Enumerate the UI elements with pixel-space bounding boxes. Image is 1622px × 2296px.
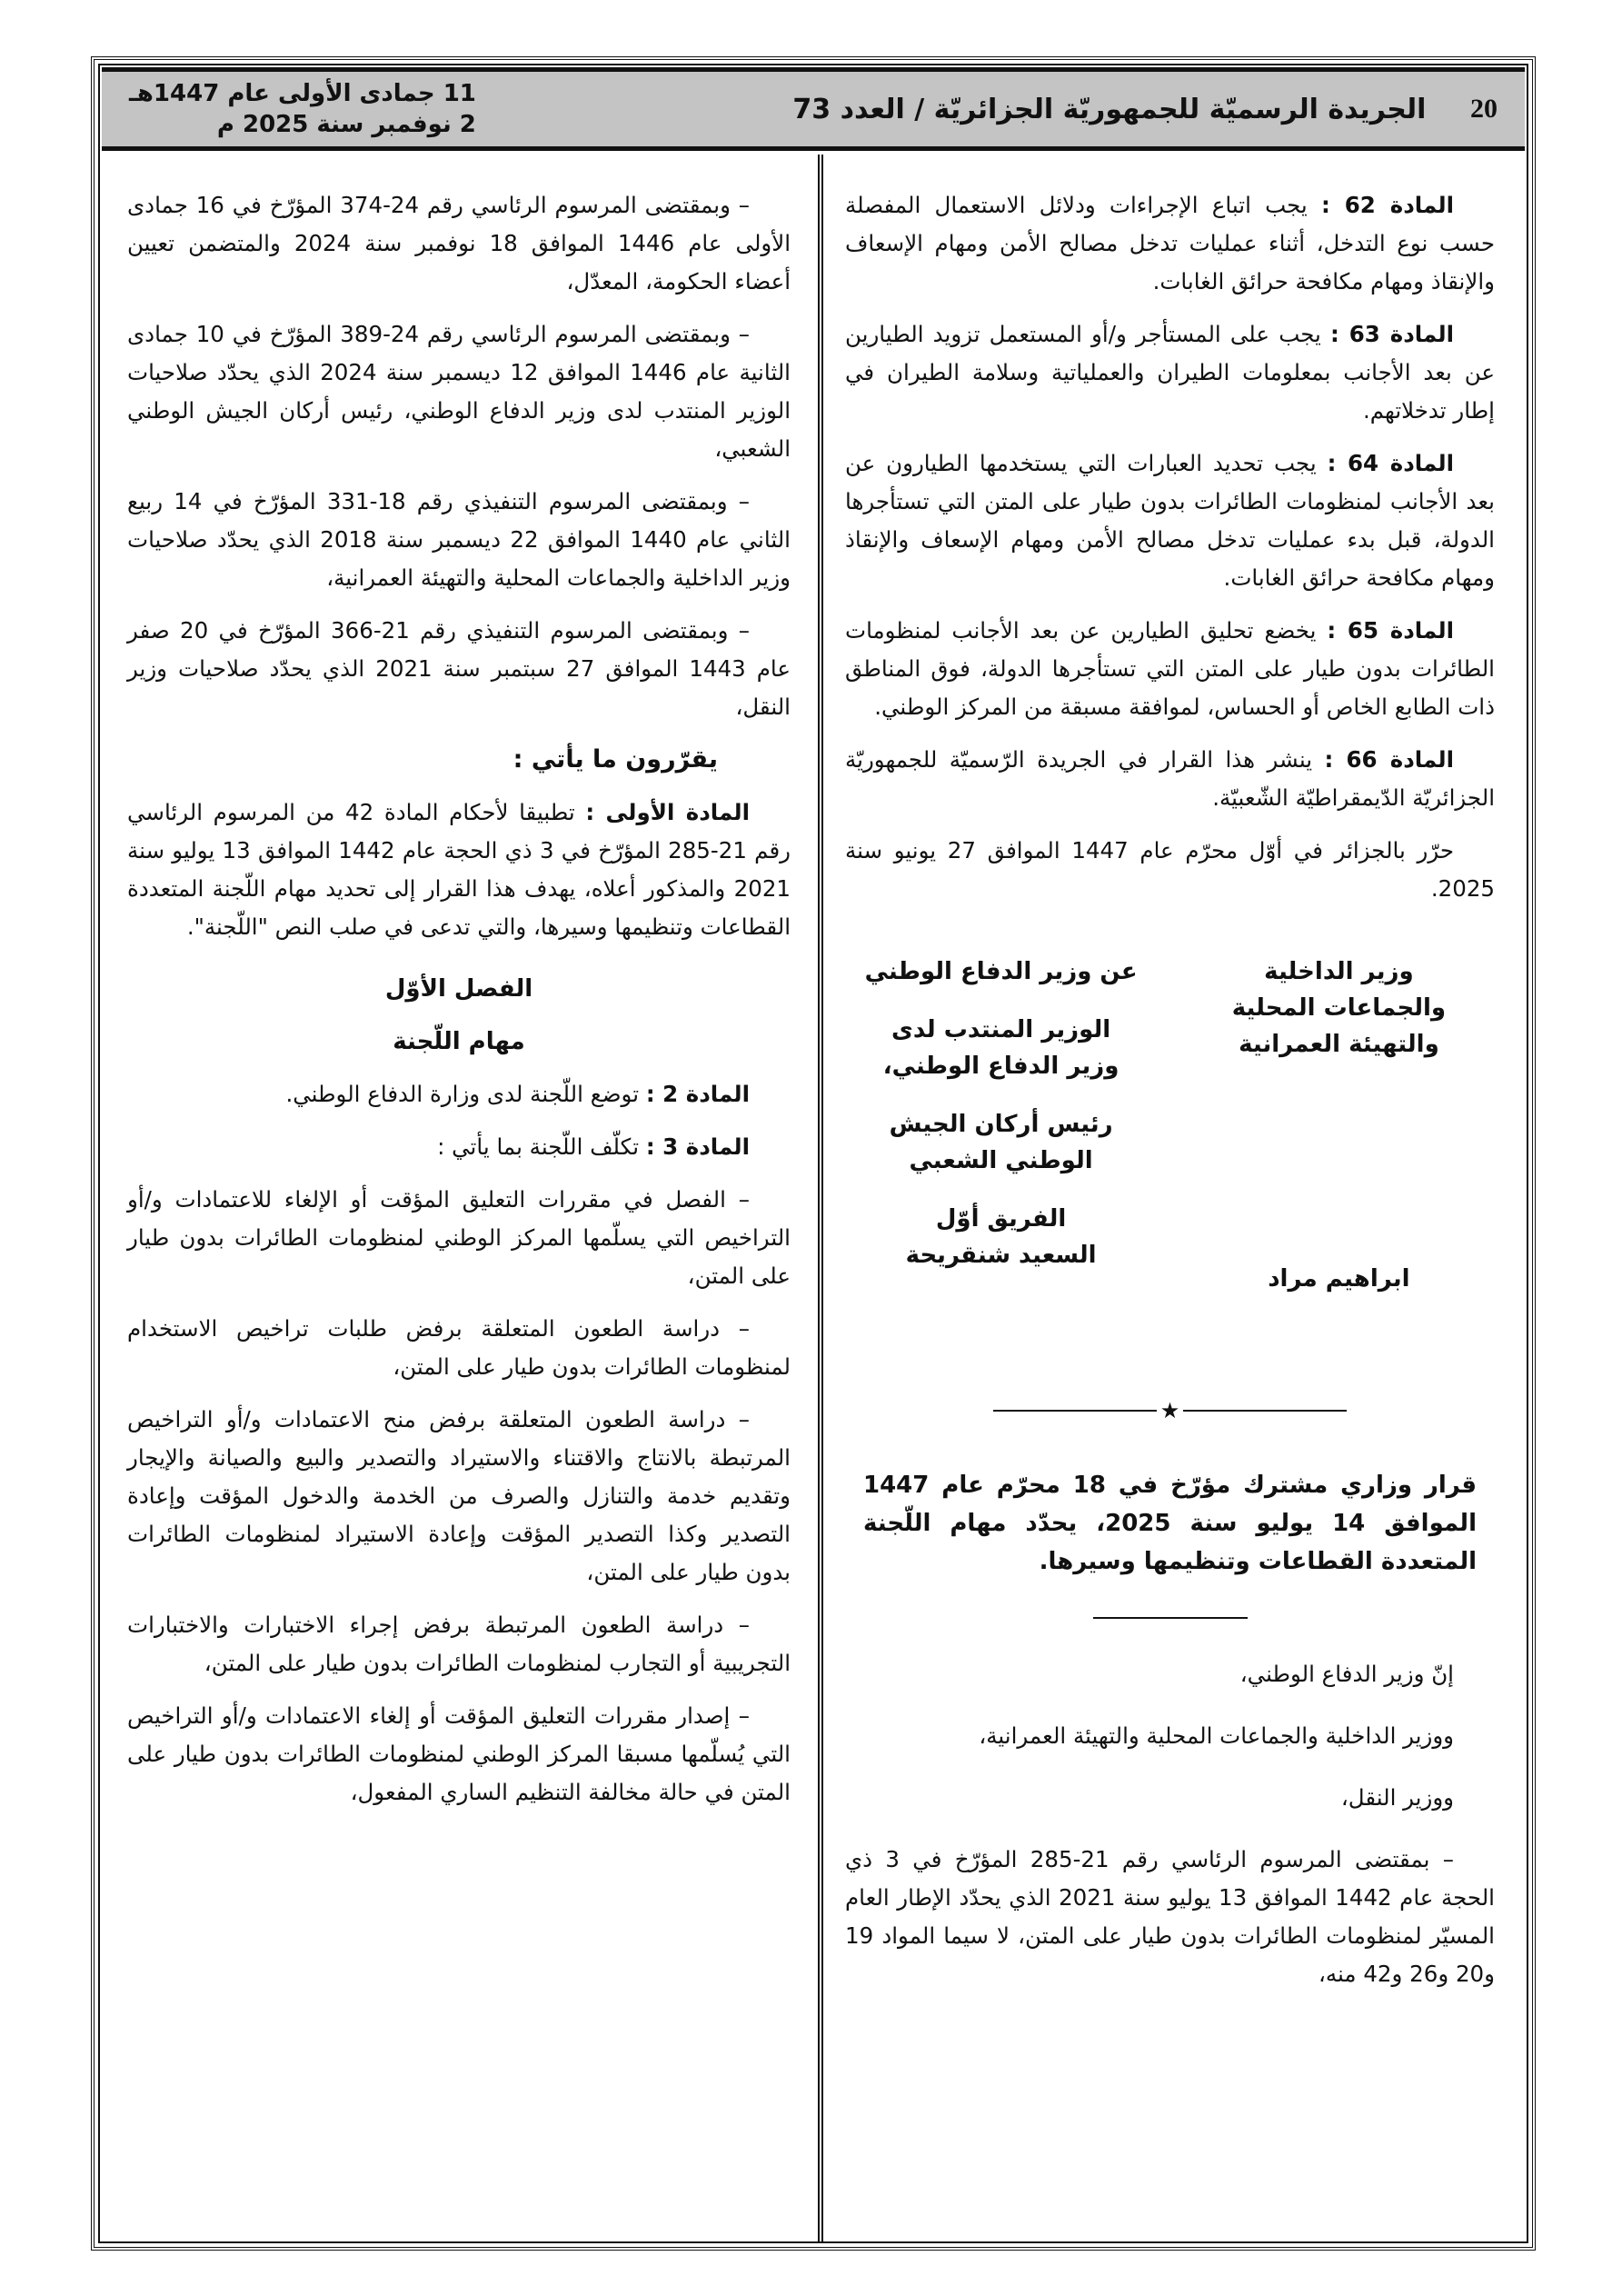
article-62	[845, 186, 1495, 301]
decree-title: قرار وزاري مشترك مؤرّخ في 18 محرّم عام 1447 الموافق 14 يوليو سنة 2025، يحدّد مهام اللّجنة المتعددة القطاعات وتنظيمها وسيرها.	[863, 1472, 1477, 1575]
issue-date	[129, 78, 476, 140]
article-label: المادة 2 :	[645, 1081, 750, 1107]
signatory-name: ابراهيم مراد	[1268, 1265, 1410, 1293]
article-1	[127, 794, 791, 946]
signature-defense	[845, 953, 1157, 1319]
column-divider	[818, 155, 823, 2241]
intro-line: إنّ وزير الدفاع الوطني،	[1239, 1661, 1454, 1687]
signatures	[845, 953, 1495, 1319]
page-number: 20	[1470, 94, 1498, 124]
journal-title: الجريدة الرسميّة للجمهوريّة الجزائريّة / العدد 73	[792, 93, 1427, 125]
article-65	[845, 612, 1495, 726]
signature-interior-minister	[1183, 953, 1495, 1319]
article-label: المادة 62 :	[1320, 192, 1454, 218]
consideration: – وبمقتضى المرسوم التنفيذي رقم 18-331 المؤرّخ في 14 ربيع الثاني عام 1440 الموافق 22 ديسمبر سنة 2018 الذي يحدّد صلاحيات وزير الداخلية والجماعات المحلية والتهيئة العمرانية،	[127, 488, 791, 591]
date-gregorian: 2 نوفمبر سنة 2025 م	[216, 111, 476, 138]
article-text: يخضع تحليق الطيارين عن بعد الأجانب لمنظومات الطائرات بدون طيار على المتن التي تستأجرها الدولة، فوق المناطق ذات الطابع الخاص أو الحساس، لموافقة مسبقة من المركز الوطني.	[845, 617, 1495, 720]
article-label: المادة 66 :	[1324, 746, 1454, 773]
consideration: – وبمقتضى المرسوم التنفيذي رقم 21-366 المؤرّخ في 20 صفر عام 1443 الموافق 27 سبتمبر سنة 2021 الذي يحدّد صلاحيات وزير النقل،	[127, 617, 791, 720]
chapter-heading: الفصل الأوّل	[384, 975, 533, 1003]
consideration: – وبمقتضى المرسوم الرئاسي رقم 24-389 المؤرّخ في 10 جمادى الثانية عام 1446 الموافق 12 ديسمبر سنة 2024 الذي يحدّد صلاحيات الوزير المنتدب لدى وزير الدفاع الوطني، رئيس أركان الجيش الوطني الشعبي،	[127, 321, 791, 462]
task-item: – دراسة الطعون المتعلقة برفض طلبات تراخيص الاستخدام لمنظومات الطائرات بدون طيار على المتن،	[127, 1315, 791, 1380]
consideration: – وبمقتضى المرسوم الرئاسي رقم 24-374 المؤرّخ في 16 جمادى الأولى عام 1446 الموافق 18 نوفمبر سنة 2024 والمتضمن تعيين أعضاء الحكومة، المعدّل،	[127, 192, 791, 294]
article-label: المادة 63 :	[1330, 321, 1454, 347]
signatory-title: وزير الداخلية والجماعات المحلية والتهيئة العمرانية	[1231, 958, 1447, 1058]
task-item: – الفصل في مقررات التعليق المؤقت أو الإلغاء للاعتمادات و/أو التراخيص التي يسلّمها المركز الوطني لمنظومات الطائرات بدون طيار على المتن،	[127, 1186, 791, 1289]
article-64	[845, 444, 1495, 597]
article-63	[845, 315, 1495, 430]
article-text: تكلّف اللّجنة بما يأتي :	[437, 1133, 646, 1160]
article-label: المادة 3 :	[645, 1133, 750, 1160]
decide-heading: يقرّرون ما يأتي :	[512, 745, 718, 774]
star-icon: ★	[1159, 1398, 1180, 1423]
chapter-title: مهام اللّجنة	[393, 1028, 525, 1055]
task-item: – دراسة الطعون المتعلقة برفض منح الاعتمادات و/أو التراخيص المرتبطة بالانتاج والاقتناء والاستيراد والتصدير والبيع والصيانة والإيجار وتقديم خدمة والتنازل والصرف من الخدمة والدخول المؤقت وإعادة التصدير وكذا التصدير المؤقت وإعادة الاستيراد لمنظومات الطائرات بدون طيار على المتن،	[127, 1406, 791, 1585]
task-item: – دراسة الطعون المرتبطة برفض إجراء الاختبارات والاختبارات التجريبية أو التجارب لمنظومات الطائرات بدون طيار على المتن،	[127, 1612, 791, 1676]
journal-header	[102, 67, 1525, 151]
article-text: يجب تحديد العبارات التي يستخدمها الطيارون عن بعد الأجانب لمنظومات الطائرات بدون طيار على المتن التي تستأجرها الدولة، قبل بدء عمليات تدخل مصالح الأمن ومهام الإسعاف والإنقاذ ومهام مكافحة حرائق الغابات.	[845, 450, 1495, 591]
intro-line: ووزير الداخلية والجماعات المحلية والتهيئة العمرانية،	[979, 1722, 1454, 1749]
article-label: المادة الأولى :	[585, 799, 750, 825]
article-66	[845, 741, 1495, 817]
right-column	[845, 186, 1495, 2008]
article-3	[127, 1128, 791, 1166]
closing-date: حرّر بالجزائر في أوّل محرّم عام 1447 الموافق 27 يونيو سنة 2025.	[845, 837, 1495, 902]
task-item: – إصدار مقررات التعليق المؤقت أو إلغاء الاعتمادات و/أو التراخيص التي يُسلّمها مسبقا المركز الوطني لمنظومات الطائرات بدون طيار على المتن في حالة مخالفة التنظيم الساري المفعول،	[127, 1702, 791, 1805]
signatory-title: عن وزير الدفاع الوطني	[864, 958, 1138, 985]
article-text: يجب اتباع الإجراءات ودلائل الاستعمال المفصلة حسب نوع التدخل، أثناء عمليات تدخل مصالح الأمن ومهام الإسعاف والإنقاذ ومهام مكافحة حرائق الغابات.	[845, 192, 1495, 294]
article-label: المادة 65 :	[1327, 617, 1454, 644]
signatory-name: السعيد شنقريحة	[905, 1242, 1097, 1269]
intro-line: ووزير النقل،	[1340, 1784, 1454, 1811]
article-text: تطبيقا لأحكام المادة 42 من المرسوم الرئاسي رقم 21-285 المؤرّخ في 3 ذي الحجة عام 1442 الموافق 13 يوليو سنة 2021 والمذكور أعلاه، يهدف هذا القرار إلى تحديد مهام اللّجنة المتعددة القطاعات وتنظيمها وسيرها، والتي تدعى في صلب النص "اللّجنة".	[127, 799, 791, 940]
signatory-role: الوزير المنتدب لدى وزير الدفاع الوطني،	[882, 1016, 1119, 1080]
signatory-role: رئيس أركان الجيش الوطني الشعبي	[889, 1111, 1113, 1174]
left-column	[127, 186, 791, 1826]
intro-line: – بمقتضى المرسوم الرئاسي رقم 21-285 المؤرّخ في 3 ذي الحجة عام 1442 الموافق 13 يوليو سنة 2021 الذي يحدّد الإطار العام المسيّر لمنظومات الطائرات بدون طيار على المتن، لا سيما المواد 19 و20 و26 و42 منه،	[845, 1846, 1495, 1987]
separator	[845, 1392, 1495, 1430]
article-text: توضع اللّجنة لدى وزارة الدفاع الوطني.	[285, 1081, 646, 1107]
signatory-rank: الفريق أوّل	[935, 1205, 1067, 1233]
date-hijri: 11 جمادى الأولى عام 1447هـ	[129, 80, 476, 107]
article-label: المادة 64 :	[1327, 450, 1454, 476]
short-rule	[1093, 1617, 1248, 1619]
article-text: يجب على المستأجر و/أو المستعمل تزويد الطيارين عن بعد الأجانب بمعلومات الطيران والعملياتية وسلامة الطيران في إطار تدخلاتهم.	[845, 321, 1495, 424]
article-text: ينشر هذا القرار في الجريدة الرّسميّة للجمهوريّة الجزائريّة الدّيمقراطيّة الشّعبيّة.	[845, 746, 1495, 811]
article-2	[127, 1075, 791, 1113]
